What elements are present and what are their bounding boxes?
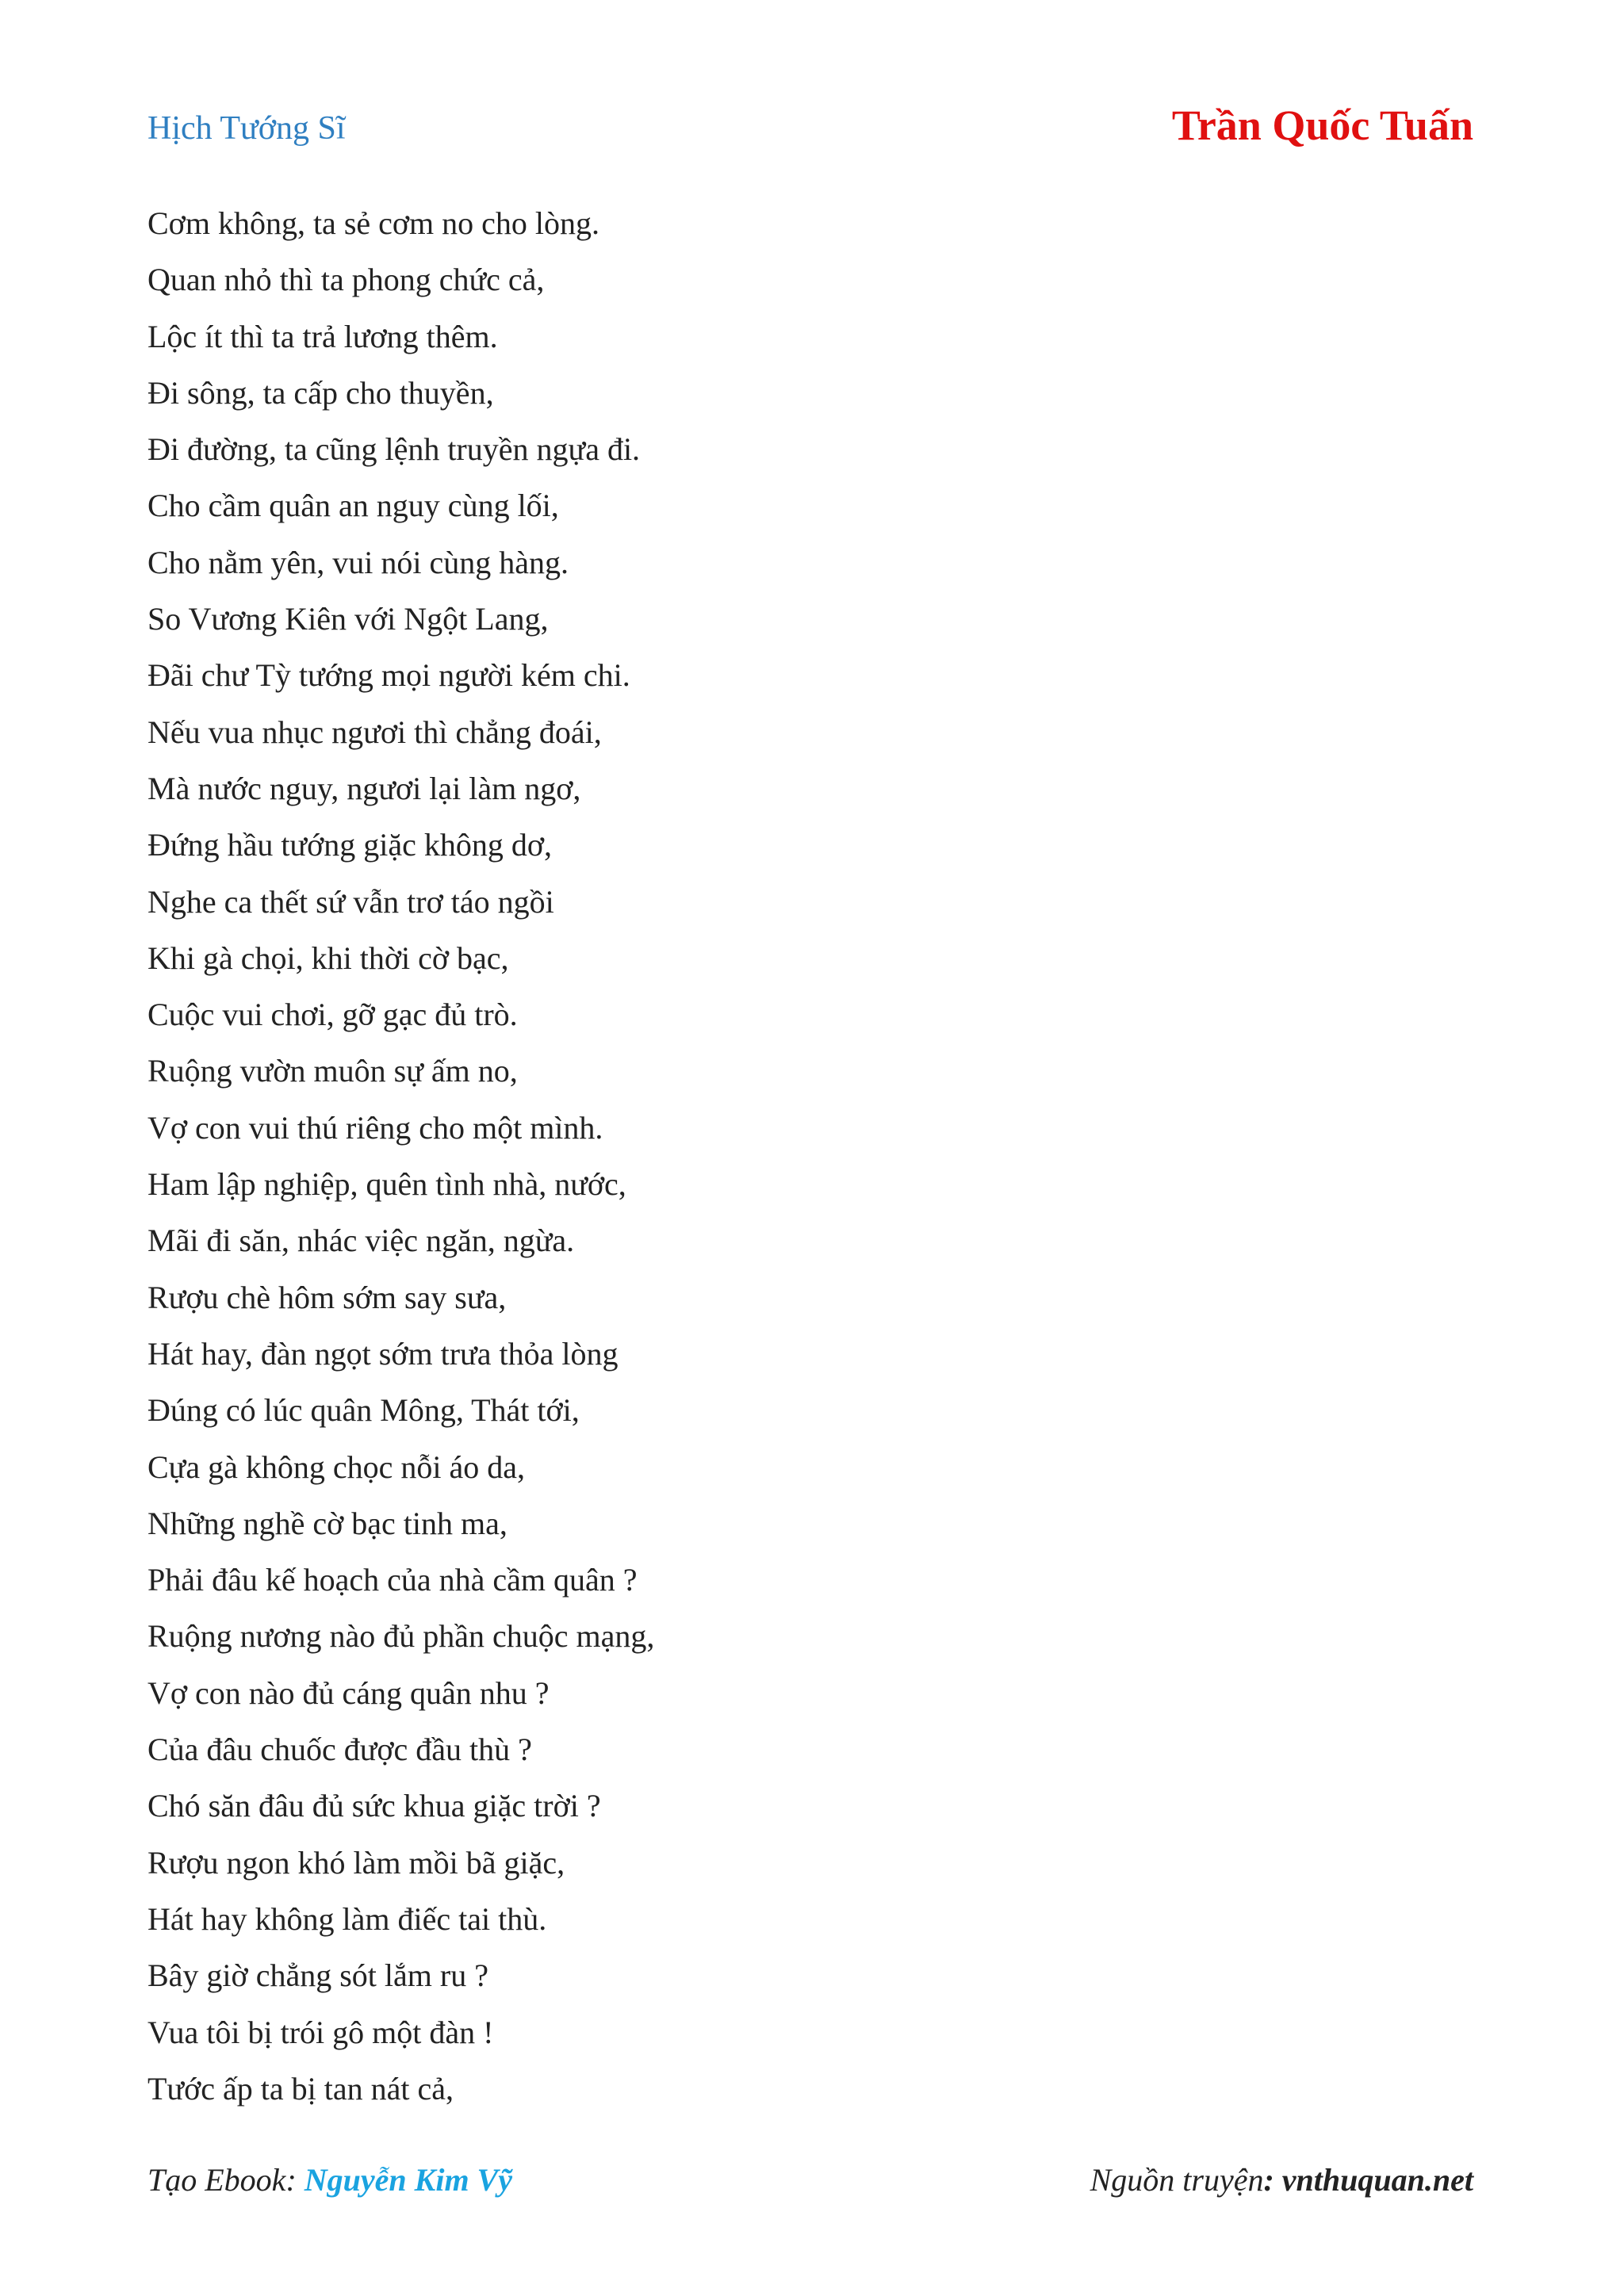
- poem-line: Cho nằm yên, vui nói cùng hàng.: [147, 544, 569, 580]
- poem-line: Khi gà chọi, khi thời cờ bạc,: [147, 939, 509, 976]
- footer-source-credit: Nguồn truyện: vnthuquan.net: [1090, 2162, 1473, 2198]
- poem-line: Mãi đi săn, nhác việc ngăn, ngừa.: [147, 1223, 575, 1259]
- poem-line: Quan nhỏ thì ta phong chức cả,: [147, 262, 545, 298]
- poem-line: Mà nước nguy, ngươi lại làm ngơ,: [147, 770, 581, 806]
- poem-line: Ruộng nương nào đủ phần chuộc mạng,: [147, 1618, 655, 1655]
- poem-line: Nghe ca thết sứ vẫn trơ táo ngồi: [147, 883, 554, 920]
- poem-line: Rượu chè hôm sớm say sưa,: [147, 1279, 507, 1315]
- poem-line: Cơm không, ta sẻ cơm no cho lòng.: [147, 205, 600, 241]
- poem-line: Chó săn đâu đủ sức khua giặc trời ?: [147, 1788, 601, 1824]
- document-title: Hịch Tướng Sĩ: [147, 110, 346, 147]
- poem-line: Lộc ít thì ta trả lương thêm.: [147, 318, 498, 354]
- poem-line: Ham lập nghiệp, quên tình nhà, nước,: [147, 1166, 626, 1203]
- poem-line: Vợ con vui thú riêng cho một mình.: [147, 1109, 603, 1146]
- poem-line: Vua tôi bị trói gô một đàn !: [147, 2014, 494, 2050]
- poem-line: Bây giờ chẳng sót lắm ru ?: [147, 1957, 488, 1994]
- poem-line: Rượu ngon khó làm mồi bã giặc,: [147, 1844, 565, 1881]
- document-author: Trần Quốc Tuấn: [1171, 101, 1473, 149]
- poem-line: Phải đâu kế hoạch của nhà cầm quân ?: [147, 1562, 638, 1598]
- poem-line: Ruộng vườn muôn sự ấm no,: [147, 1053, 518, 1089]
- footer-ebook-credit: Tạo Ebook: Nguyễn Kim Vỹ: [147, 2162, 512, 2198]
- ebook-author: Nguyễn Kim Vỹ: [304, 2162, 512, 2198]
- poem-line: Đãi chư Tỳ tướng mọi người kém chi.: [147, 657, 630, 694]
- poem-body: [147, 195, 654, 2117]
- poem-line: Nếu vua nhục ngươi thì chẳng đoái,: [147, 714, 602, 750]
- poem-line: Những nghề cờ bạc tinh ma,: [147, 1505, 508, 1541]
- poem-line: Hát hay không làm điếc tai thù.: [147, 1900, 547, 1937]
- poem-line: Đúng có lúc quân Mông, Thát tới,: [147, 1392, 580, 1429]
- poem-line: Cuộc vui chơi, gỡ gạc đủ trò.: [147, 997, 518, 1033]
- poem-line: Hát hay, đàn ngọt sớm trưa thỏa lòng: [147, 1335, 619, 1372]
- poem-line: Vợ con nào đủ cáng quân nhu ?: [147, 1674, 550, 1711]
- ebook-label: Tạo Ebook: [147, 2162, 286, 2198]
- poem-line: Tước ấp ta bị tan nát cả,: [147, 2070, 454, 2107]
- poem-line: Đi sông, ta cấp cho thuyền,: [147, 374, 494, 411]
- poem-line: Cho cầm quân an nguy cùng lối,: [147, 488, 559, 524]
- source-label: Nguồn truyện: [1090, 2162, 1264, 2198]
- source-site: vnthuquan.net: [1281, 2162, 1473, 2198]
- poem-line: Đi đường, ta cũng lệnh truyền ngựa đi.: [147, 431, 641, 468]
- poem-line: Cựa gà không chọc nỗi áo da,: [147, 1448, 525, 1485]
- poem-line: Đứng hầu tướng giặc không dơ,: [147, 827, 553, 863]
- poem-line: Của đâu chuốc được đầu thù ?: [147, 1732, 532, 1768]
- poem-line: So Vương Kiên với Ngột Lang,: [147, 601, 549, 637]
